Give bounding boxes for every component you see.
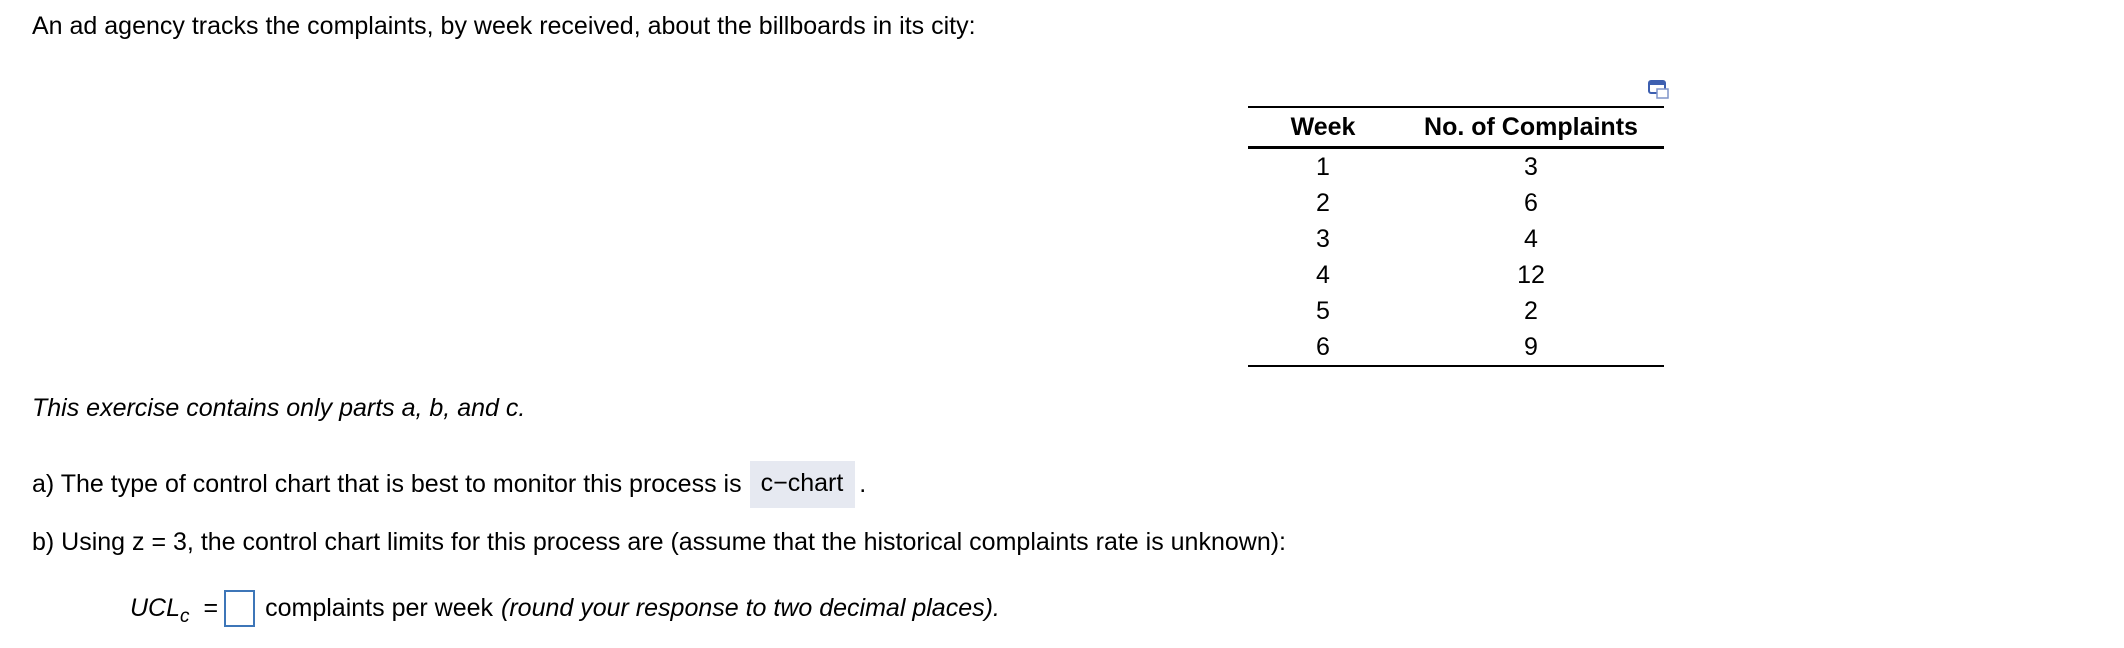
complaints-cell: 12 — [1517, 260, 1545, 289]
complaints-cell: 9 — [1524, 332, 1538, 361]
complaints-cell: 3 — [1524, 152, 1538, 181]
week-cell: 2 — [1316, 188, 1330, 217]
part-a-suffix: . — [859, 470, 867, 498]
part-a-question — [32, 461, 866, 508]
ucl-label — [130, 594, 190, 627]
complaints-cell: 4 — [1524, 224, 1538, 253]
week-cell: 4 — [1316, 260, 1330, 289]
scope-note: This exercise contains only parts a, b, and c. — [32, 394, 526, 422]
table-row — [1248, 257, 1664, 293]
week-cell: 3 — [1316, 224, 1330, 253]
copy-table-icon[interactable] — [1648, 80, 1670, 100]
week-cell: 6 — [1316, 332, 1330, 361]
complaints-data-table — [1248, 106, 1664, 367]
ucl-label-main: UCL — [130, 594, 181, 622]
table-header-row — [1248, 107, 1664, 148]
table-row — [1248, 185, 1664, 221]
rounding-hint: (round your response to two decimal places). — [501, 594, 1000, 622]
part-a-prefix: a) The type of control chart that is best to monitor this process is — [32, 470, 742, 498]
ucl-input[interactable] — [224, 590, 255, 627]
week-cell: 1 — [1316, 152, 1330, 181]
part-b-question: b) Using z = 3, the control chart limits for this process are (assume that the historical complaints rate is unknown): — [32, 528, 1286, 556]
table-row — [1248, 148, 1664, 186]
ucl-label-subscript: c — [180, 606, 190, 627]
equals-sign: = — [203, 594, 219, 622]
complaints-cell: 6 — [1524, 188, 1538, 217]
table-row — [1248, 329, 1664, 366]
table-row — [1248, 293, 1664, 329]
complaints-column-header: No. of Complaints — [1398, 107, 1664, 148]
ucl-answer-row — [130, 590, 1000, 627]
week-cell: 5 — [1316, 296, 1330, 325]
week-column-header: Week — [1248, 107, 1398, 148]
complaints-cell: 2 — [1524, 296, 1538, 325]
table-row — [1248, 221, 1664, 257]
problem-intro: An ad agency tracks the complaints, by week received, about the billboards in its city: — [32, 12, 976, 40]
chart-type-answer[interactable]: c−chart — [750, 461, 856, 508]
ucl-units: complaints per week — [265, 594, 494, 622]
